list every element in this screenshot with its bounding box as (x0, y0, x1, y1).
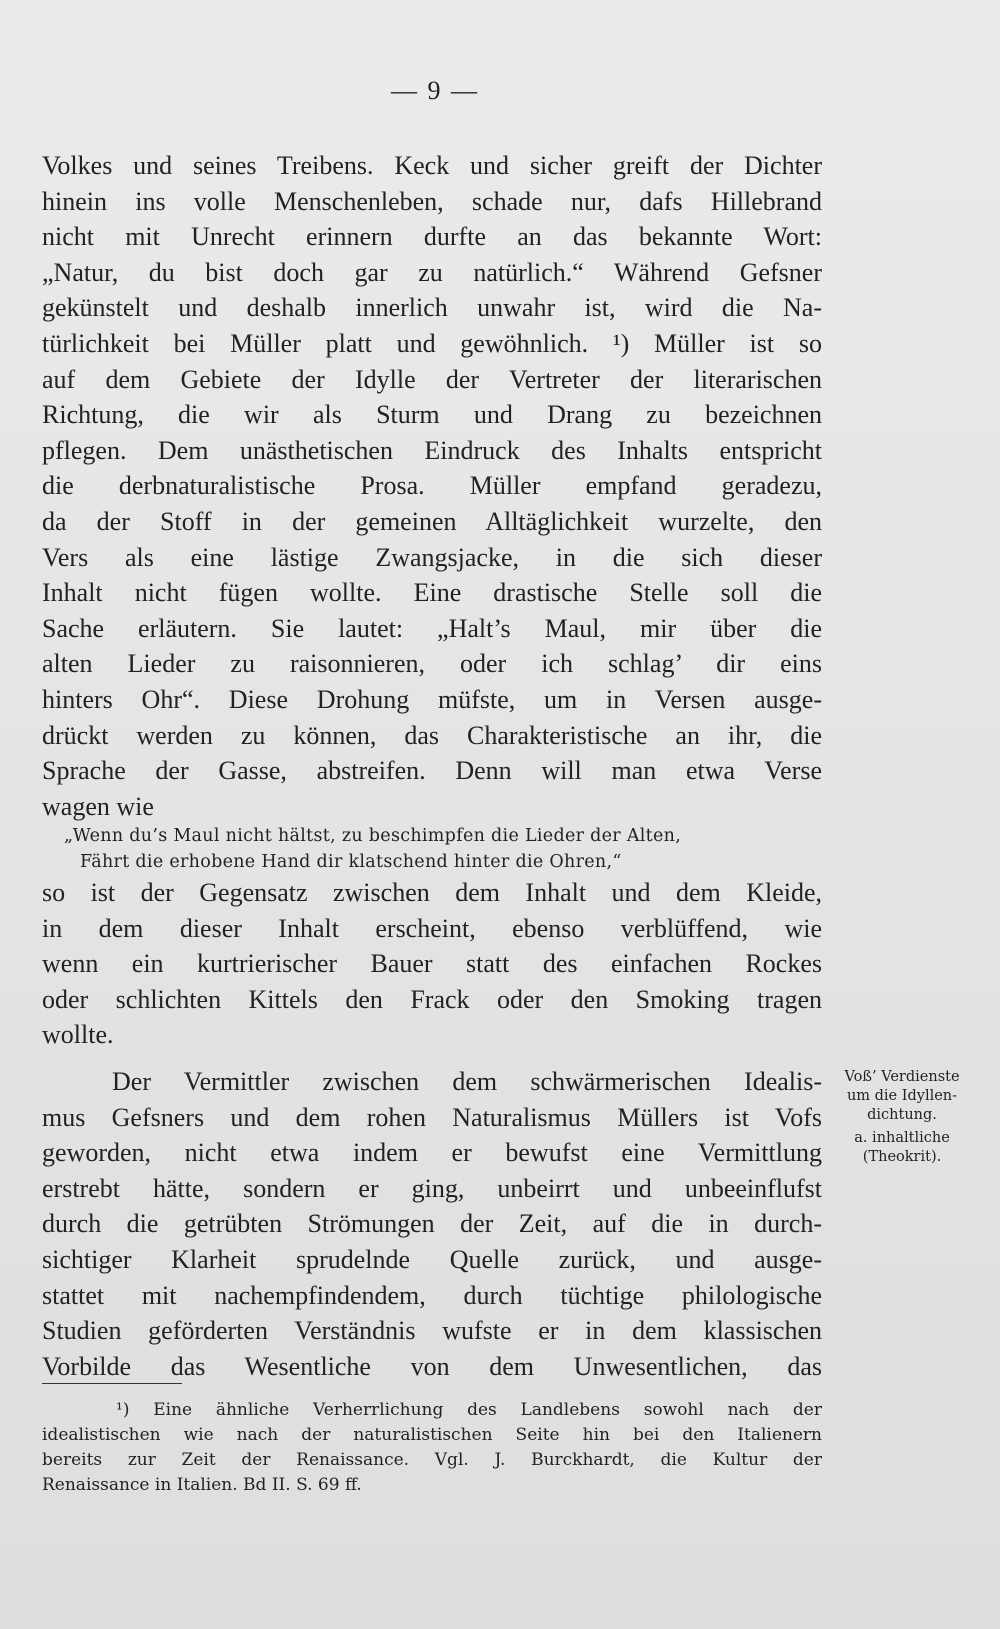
footnote-line: ¹) Eine ähnliche Verherrlichung des Landlebens sowohl nach der (116, 1400, 822, 1420)
text-line: hinein ins volle Menschenleben, schade nur, dafs Hillebrand (42, 186, 822, 216)
text-line: gekünstelt und deshalb innerlich unwahr ist, wird die Na- (42, 293, 822, 323)
verse-quote (64, 823, 804, 875)
footnote-line: bereits zur Zeit der Renaissance. Vgl. J. Burckhardt, die Kultur der (42, 1450, 822, 1470)
margin-note-line: (Theokrit). (862, 1149, 942, 1165)
quote-line: „Wenn du’s Maul nicht hältst, zu beschimpfen die Lieder der Alten, (64, 826, 682, 846)
text-line: so ist der Gegensatz zwischen dem Inhalt und dem Kleide, (42, 878, 822, 907)
text-line: die derbnaturalistische Prosa. Müller empfand geradezu, (42, 471, 822, 501)
text-line: mus Gefsners und dem rohen Naturalismus Müllers ist Vofs (42, 1102, 822, 1132)
text-line: erstrebt hätte, sondern er ging, unbeirrt und unbeeinflufst (42, 1173, 822, 1203)
text-line: nicht mit Unrecht erinnern durfte an das bekannte Wort: (42, 222, 822, 252)
text-line: Studien geförderten Verständnis wufste er in dem klassischen (42, 1316, 822, 1346)
text-line: wollte. (42, 1020, 114, 1050)
text-line: türlichkeit bei Müller platt und gewöhnlich. ¹) Müller ist so (42, 328, 822, 358)
text-line: geworden, nicht etwa indem er bewufst eine Vermittlung (42, 1138, 822, 1168)
text-line: sichtiger Klarheit sprudelnde Quelle zurück, und ausge- (42, 1244, 822, 1274)
text-line: stattet mit nachempfindendem, durch tüchtige philologische (42, 1280, 822, 1310)
text-line: Der Vermittler zwischen dem schwärmerischen Idealis- (112, 1067, 822, 1096)
footnote-line: Renaissance in Italien. Bd II. S. 69 ff. (42, 1475, 362, 1495)
text-line: wagen wie (42, 791, 154, 821)
text-line: Sache erläutern. Sie lautet: „Halt’s Maul, mir über die (42, 613, 822, 643)
text-line: Volkes und seines Treibens. Keck und sicher greift der Dichter (42, 151, 822, 180)
text-line: pflegen. Dem unästhetischen Eindruck des Inhalts entspricht (42, 435, 822, 465)
text-line: durch die getrübten Strömungen der Zeit, auf die in durch- (42, 1209, 822, 1239)
quote-line: Fährt die erhobene Hand dir klatschend hinter die Ohren,“ (80, 852, 622, 872)
text-line: „Natur, du bist doch gar zu natürlich.“ Während Gefsner (42, 257, 822, 287)
text-line: Sprache der Gasse, abstreifen. Denn will man etwa Verse (42, 756, 822, 786)
text-line: da der Stoff in der gemeinen Alltäglichkeit wurzelte, den (42, 506, 822, 536)
text-line: alten Lieder zu raisonnieren, oder ich schlag’ dir eins (42, 649, 822, 679)
text-line: auf dem Gebiete der Idylle der Vertreter der literarischen (42, 364, 822, 394)
text-line: Richtung, die wir als Sturm und Drang zu bezeichnen (42, 400, 822, 430)
text-line: hinters Ohr“. Diese Drohung müfste, um in Versen ausge- (42, 684, 822, 714)
footnote-divider (42, 1383, 182, 1384)
margin-note-line: Voß’ Verdienste (844, 1069, 960, 1085)
margin-note-line: a. inhaltliche (854, 1130, 950, 1146)
footnote-line: idealistischen wie nach der naturalistischen Seite hin bei den Italienern (42, 1425, 822, 1445)
text-line: in dem dieser Inhalt erscheint, ebenso verblüffend, wie (42, 913, 822, 943)
page-number: — 9 — (391, 76, 479, 105)
text-line: drückt werden zu können, das Charakteristische an ihr, die (42, 720, 822, 750)
margin-note-line: dichtung. (867, 1107, 937, 1123)
paragraph-3 (42, 1064, 822, 1384)
text-line: Inhalt nicht fügen wollte. Eine drastische Stelle soll die (42, 578, 822, 608)
text-line: Vers als eine lästige Zwangsjacke, in die sich dieser (42, 542, 822, 572)
margin-note-line: um die Idyllen- (846, 1088, 958, 1104)
text-line: oder schlichten Kittels den Frack oder den Smoking tragen (42, 984, 822, 1014)
paragraph-1 (42, 148, 822, 824)
footnote (42, 1398, 822, 1498)
text-line: Vorbilde das Wesentliche von dem Unwesentlichen, das (42, 1351, 822, 1381)
margin-note (822, 1068, 982, 1167)
paragraph-2 (42, 875, 822, 1053)
text-line: wenn ein kurtrierischer Bauer statt des einfachen Rockes (42, 949, 822, 979)
